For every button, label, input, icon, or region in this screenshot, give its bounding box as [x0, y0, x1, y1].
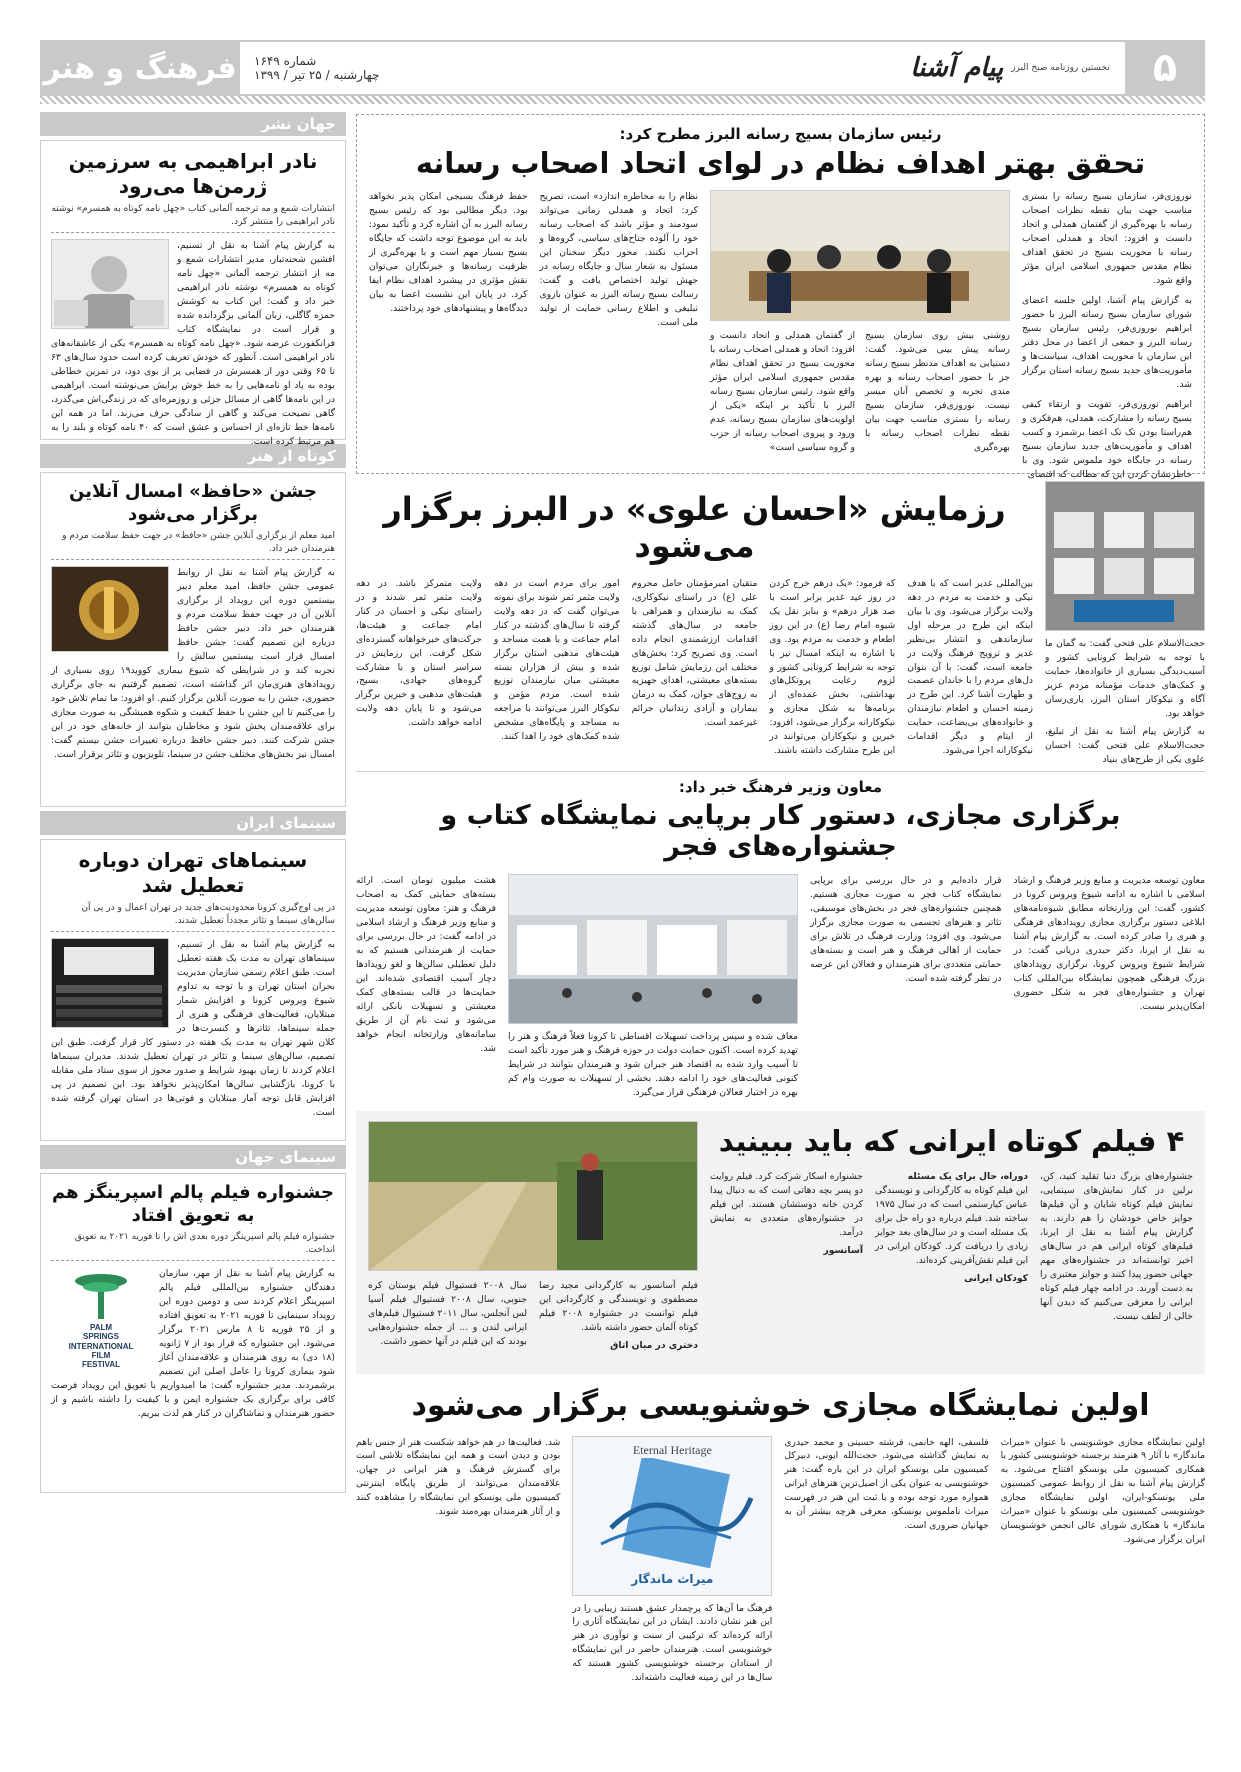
story-column: فرهنگ ما آن‌ها که پرچمدار عشق هستند زیبایی را در این هنر نشان دادند. ایشان در این نمایشگاه آثاری را ارائه کرده‌اند که ترکیبی از سنت و نوآوری در هنر خوشنویسی است. هنرمندان حاضر در این نمایشگاه از استادان برجسته خوشنویسی کشور هستند که سال‌ها در این زمینه فعالیت داشته‌اند.	[572, 1602, 773, 1684]
story-headline: رزمایش «احسان علوی» در البرز برگزار می‌شود	[383, 490, 1006, 565]
sidebar-story-body: به گزارش پیام آشنا به نقل از تسنیم، سینماهای تهران به مدت یک هفته تعطیل است. طبق اعلام رسمی سازمان مدیریت بحران استان تهران و با توجه به تداوم شیوع ویروس کرونا و افزایش شمار مبتلایان، فعالیت‌های فرهنگی و هنری از جمله سینماها، تئاترها و کنسرت‌ها در کلان شهر تهران به مدت یک هفته در دستور کار قرار گرفت. طبق این تصمیم، سالن‌های سینما و تئاتر در تهران تعطیل شدند. مدیران سینماها اعلام کردند تا زمان بهبود شرایط و صدور مجوز از سوی ستاد ملی مقابله با کرونا، بازگشایی سالن‌ها امکان‌پذیر نخواهد بود. این تصمیم در پی افزایش قابل توجه آمار مبتلایان و فوتی‌ها در استان تهران گرفته شده است.	[51, 939, 335, 1118]
photo-caption: حجت‌الاسلام علی فتحی گفت: به گمان ما با توجه به شرایط کرونایی کشور و آسیب‌دیدگی بسیاری از خانواده‌ها، حمایت و کمک‌های خدمات مؤمنانه مردم عزیز آگاه و نیکوکار استان البرز، یاری‌رسان خواهد بود.	[1045, 638, 1205, 719]
story-column: معاون توسعه مدیریت و منابع وزیر فرهنگ و ارشاد اسلامی با اشاره به ادامه شیوع ویروس کرونا در کشور، گفت: این وزارتخانه مطابق شیوه‌نامه‌های ابلاغی دستور برگزاری مجازی رویدادهای فرهنگی و هنری را صادر کرده است. به گزارش پیام آشنا به نقل از ایرنا، دکتر حیدری دریانی گفت: در شرایط شیوع ویروس کرونا، برگزاری رویدادهای بزرگ فرهنگی همچون نمایشگاه بین‌المللی کتاب تهران و جشنواره‌های فجر به شکل حضوری امکان‌پذیر نیست.	[1013, 875, 1205, 1012]
story-column: که فرمود: «یک درهم خرج کردن در روز عید غدیر برابر است با صد هزار درهم» و بنابر نقل یک شیوه امام رضا (ع) در این روز اطعام و خدمت به مردم بود. وی با اشاره به اینکه امسال نیز با توجه به شرایط کرونایی کشور و لزوم رعایت پروتکل‌های بهداشتی، بخش عمده‌ای از برنامه‌ها به شکل مجازی و نیکوکارانه برگزار می‌شود، افزود: خیرین و نیکوکاران می‌توانند در این طرح مشارکت داشته باشند.	[769, 577, 896, 757]
paper-logo	[895, 40, 1125, 96]
sidebar-story-lead: امید معلم از برگزاری آنلاین جشن «حافظ» در جهت حفظ سلامت مردم و هنرمندان خبر داد.	[51, 530, 335, 560]
film-subhead: دختری در میان اتاق	[610, 1339, 698, 1351]
sidebar-story-title: نادر ابراهیمی به سرزمین ژرمن‌ها می‌رود	[68, 149, 318, 198]
story-media-basij	[356, 114, 1205, 481]
story-headline: برگزاری مجازی، دستور کار برپایی نمایشگاه کتاب و جشنواره‌های فجر	[440, 800, 1121, 863]
story-column: نوروزی‌فر، سازمان بسیج رسانه را بستری مناسب جهت بیان نقطه نظرات اصحاب رسانه با بهره‌گیری از گفتمان همدلی و اتحاد دانست و افزود: اتحاد و همدلی اصحاب رسانه با محوریت بسیج در تحقق اهداف نظام مقدس جمهوری اسلامی ایران مؤثر واقع شود. به گزارش پیام آشنا، اولین جلسه اعضای شورای سازمان بسیج رسانه البرز با حضور ابراهیم نوروزی‌فر، رئیس سازمان بسیج رسانه البرز و جمعی از اعضا در محل دفتر این سازمان با محوریت اهداف، سیاست‌ها و مأموریت‌های جدید بسیج رسانه استان برگزار شد. ابراهیم نوروزی‌فر، تقویت و ارتقاء کیفی بسیج رسانه را مشارکت، همدلی، هم‌فکری و هم‌راستا بودن تک تک اعضا برشمرد و کسب اهداف و مأموریت‌های جدید سازمان بسیج رسانه در جایگاه خود ملموس شود. وی با خاطرنشان کردن این که مطالب که اقتضای	[1022, 191, 1192, 481]
paper-name: پیام آشنا	[910, 53, 1004, 83]
story-column: نظام را به مخاطره اندازد» است، تصریح کرد: اتحاد و همدلی زمانی می‌تواند سودمند و مؤثر باشد که اصحاب رسانه خود را آلوده جناح‌های سیاسی، گروه‌ها و احزاب نکنند. محور دیگر سخنان این مسئول به شعار سال و جایگاه رسانه در جهش تولید اختصاص یافت و گفت: رسالت بسیج رسانه البرز به عنوان بازوی تبلیغی و اطلاع رسانی حمایت از تولید ملی است.	[539, 191, 698, 329]
film-subhead: دوراه، حال برای یک مسئله	[907, 1171, 1028, 1183]
story-column: هشت میلیون تومان است. ارائه بسته‌های حمایتی کمک به اصحاب فرهنگ و هنر: معاون توسعه مدیریت و منابع وزیر فرهنگ و ارشاد اسلامی در ادامه گفت: در حال بررسی برای حمایت از هنرمندانی هستیم که به دلیل تعطیلی سالن‌ها و لغو رویدادها دچار آسیب اقتصادی شده‌اند. این حمایت‌ها در قالب بسته‌های کمک معیشتی و تسهیلات بانکی ارائه می‌شود و ثبت نام آن از طریق سامانه‌های وزارتخانه انجام خواهد شد.	[356, 875, 496, 1054]
sidebar-head-art: کوتاه از هنر	[40, 444, 346, 468]
sidebar-story-title: جشن «حافظ» امسال آنلاین برگزار می‌شود	[69, 481, 317, 525]
author-portrait-image	[51, 239, 169, 329]
film-subhead: کودکان ایرانی	[964, 1273, 1028, 1285]
story-column: امور برای مردم است در دهه ولایت مثمر ثمر شوند برای نمونه می‌توان گفت که در دهه ولایت گرفته تا سال‌های گذشته در کنار امام جماعت و با همت مساجد و هیئت‌های مذهبی استان برگزار شده و بیش از هزاران بسته معیشتی میان نیازمندان توزیع شده است. مردم مؤمن و نیکوکار البرز می‌توانند با مراجعه به مساجد و پایگاه‌های مشخص شده کمک‌های خود را اهدا کنند.	[493, 577, 620, 743]
story-book-fair	[356, 771, 1205, 1106]
story-kicker: رئیس سازمان بسیج رسانه البرز مطرح کرد:	[619, 125, 942, 143]
poster-title: Eternal Heritage	[632, 1442, 712, 1457]
story-column: متقیان امیرمؤمنان حامل محروم علی (ع) در راستای نیکوکاری، کمک به نیازمندان و همراهی با جامعه در سال‌های گذشته اقدامات ارزشمندی انجام داده است. وی تصریح کرد: بخش‌های مختلف این رزمایش شامل توزیع بسته‌های معیشتی، اهدای جهیزیه به زوج‌های جوان، کمک به درمان بیماران و آزادی زندانیان جرائم غیرعمد است.	[631, 577, 758, 729]
sidebar-story-ebrahimi	[40, 140, 346, 447]
palm-tree-icon	[71, 1267, 131, 1319]
masthead	[40, 40, 1205, 96]
festival-logo-text: PALM SPRINGS INTERNATIONAL FILM FESTIVAL	[68, 1323, 134, 1369]
issue-number: شماره ۱۶۴۹	[254, 54, 317, 68]
header-divider	[40, 96, 1205, 104]
story-column: ولایت متمرکز باشد. در دهه ولایت مثمر ثمر شدند و در راستای نیکی و احسان در کنار امام جماعت و هیئت‌ها، حرکت‌های خیرخواهانه گسترده‌ای شکل گرفت. این رزمایش در سراسر استان و با مشارکت گروه‌های جهادی، بسیج، هیئت‌های مذهبی و خیرین برگزار می‌شود و تا پایان دهه ولایت ادامه خواهد داشت.	[356, 577, 482, 729]
sidebar-story-hafez	[40, 472, 346, 807]
paper-tagline: نخستین روزنامه صبح البرز	[1011, 63, 1110, 73]
story-column: فیلم آسانسور به کارگردانی مجید رضا مصطفوی و نویسندگی و کارگردانی این فیلم توانست در جشنواره ۲۰۰۸ فیلم کوتاه آلمان حضور داشته باشد.	[539, 1280, 698, 1333]
story-column: روشنی بیش روی سازمان بسیج رسانه پیش بینی می‌شود. گفت: دستیابی به اهداف مدنظر بسیج رسانه جز با حضور اصحاب رسانه و بهره مندی تجربه و تخصص آنان میسر نیست. نوروزی‌فر، سازمان بسیج رسانه را بستری مناسب جهت بیان نقطه نظرات اصحاب رسانه با بهره‌گیری	[865, 330, 1010, 454]
sidebar-story-palm-springs	[40, 1173, 346, 1493]
issue-date: چهارشنبه / ۲۵ تیر / ۱۳۹۹	[254, 68, 380, 82]
sidebar	[40, 108, 346, 1742]
exhibition-poster	[572, 1436, 772, 1596]
hafez-award-image	[51, 566, 169, 652]
story-column: این فیلم کوتاه به کارگردانی و نویسندگی عباس کیارستمی است که در سال ۱۹۷۵ ساخته شد. فیلم درباره دو راه حل برای یک مسئله است و در سال‌های بعد جوایز زیادی را دریافت کرد. کودکان ایرانی در این فیلم نقش‌آفرینی کرده‌اند.	[875, 1185, 1028, 1267]
palm-springs-logo	[51, 1267, 151, 1369]
section-title: فرهنگ و هنر	[40, 40, 240, 96]
sidebar-story-lead: انتشارات شمع و مه ترجمه آلمانی کتاب «چهل نامه کوتاه به همسرم» نوشته نادر ابراهیمی را منتشر کرد.	[51, 203, 335, 233]
story-ehsan-alavi	[356, 481, 1205, 766]
story-column: شد. فعالیت‌ها در هم خواهد شکست هنر از جنس باهم بودن و دیدن است و همه این نمایشگاه تلاشی است برای گسترش فرهنگ و هنر ایرانی در جهان. علاقه‌مندان می‌توانند از طریق پایگاه اینترنتی کمیسیون ملی یونسکو این نمایشگاه را مشاهده کنند و از آثار هنرمندان بهره‌مند شوند.	[356, 1436, 561, 1518]
relief-packages-photo	[1045, 481, 1205, 631]
cinema-hall-image	[51, 938, 169, 1028]
story-column: معاف شده و سپس پرداخت تسهیلات اقساطی تا کرونا فعلاً فرهنگ و هنر را تهدید کرده است. اکنون حمایت دولت در حوزه فرهنگ و هنر مورد تأکید است تا آسیب وارد شده به اقتصاد هنر جبران شود و هنرمندان بتوانند در شرایط کنونی فعالیت‌های خود را ادامه دهند. بخشی از تسهیلات به صورت وام کم بهره در اختیار فعالان فرهنگی قرار می‌گیرد.	[508, 1031, 798, 1099]
sidebar-story-lead: در پی اوج‌گیری کرونا محدودیت‌های جدید در تهران اعمال و در پی آن سالن‌های سینما و تئاتر مجدداً تعطیل شدند.	[51, 902, 335, 932]
meeting-photo	[710, 190, 1010, 321]
sidebar-story-title: سینماهای تهران دوباره تعطیل شد	[78, 848, 308, 897]
story-calligraphy-exhibit	[356, 1383, 1205, 1753]
sidebar-head-world-cinema: سینمای جهان	[40, 1145, 346, 1169]
story-column: جشنواره اسکار شرکت کرد. فیلم روایت دو پسر بچه دهاتی است که به دنبال پیدا کردن خانه دوستشان هستند. این فیلم در جشنواره‌های متعددی به نمایش درآمد.	[710, 1171, 863, 1239]
book-fair-photo	[508, 874, 798, 1024]
story-column: اولین نمایشگاه مجازی خوشنویسی با عنوان «میراث ماندگار» با آثار ۹ هنرمند برجسته خوشنویسی کشور با همکاری کمیسیون ملی یونسکو افتتاح می‌شود. به گزارش پیام آشنا به نقل از روابط عمومی کمیسیون ملی یونسکو-ایران، اولین نمایشگاه مجازی خوشنویسی کمیسیون ملی یونسکو با عنوان «میراث ماندگار» با همکاری شورای عالی انجمن خوشنویسان ایران برگزار می‌شود.	[1000, 1436, 1205, 1546]
sidebar-story-body: به گزارش پیام آشنا به نقل از تسنیم، افشین شحنه‌تبار، مدیر انتشارات شمع و مه از انتشار ترجمه آلمانی «چهل نامه کوتاه به همسرم» نوشته نادر ابراهیمی خبر داد و گفت: این کتاب به کوشش حمزه گاگلی، زبان آلمانی برگردانده شده و قرار است در نمایشگاه کتاب فرانکفورت عرضه شود. «چهل نامه کوتاه به همسرم» یکی از عاشقانه‌های نادر ابراهیمی است. آنطور که خودش تعریف کرده است حدود سال‌های ۶۳ تا ۶۵ وقتی دور از همسرش در فضایی پر از بوی دود، در تمرین خطاطی بوده به یاد او نامه‌هایی را به خط خوش برایش می‌نوشته است. ابراهیمی در این نامه‌ها گاهی از مسائل جزئی و روزمره‌ای که در زندگی‌اش می‌گذرد، گاهی نصیحت می‌کند و گاهی از سادگی حرف می‌زند. اما در همه این نامه‌ها خط تازه‌ای از احساس و عشق است که ۴۰ نامه کوتاه و بلند را به هم مرتبط کرده است.	[51, 240, 336, 447]
sidebar-story-lead: جشنواره فیلم پالم اسپرینگز دوره بعدی اش را تا فوریه ۲۰۲۱ به تعویق انداخت.	[51, 1231, 335, 1261]
sidebar-story-body: به گزارش پیام آشنا به نقل از مهر، سازمان دهندگان جشنواره بین‌المللی فیلم پالم اسپرینگز اعلام کردند سی و دومین دوره این رویداد سینمایی تا فوریه ۲۰۲۱ به تعویق افتاده و از ۲۵ فوریه تا ۸ مارس ۲۰۲۱ برگزار می‌شود. این جشنواره که قرار بود از ۷ ژانویه (۱۸ دی) به روی هنرمندان و علاقه‌مندان آغاز شود بیماری کرونا را عامل اصلی این تصمیم برشمردند. مدیر جشنواره گفت: ما امیدواریم با تعویق این رویداد فرصت کافی برای برگزاری یک جشنواره ایمن و با کیفیت را داشته باشیم و از حضور هنرمندان و تماشاگران در کنار هم لذت ببریم.	[51, 1268, 336, 1420]
sidebar-head-iran-cinema: سینمای ایران	[40, 811, 346, 835]
photo-caption-note: به گزارش پیام آشنا به نقل از تبلیغ، حجت‌الاسلام علی فتحی گفت: احسان علوی یکی از طرح‌های بنیاد	[1045, 725, 1205, 765]
film-subhead: آسانسور	[823, 1245, 863, 1257]
calligraphy-artwork-icon	[572, 1458, 771, 1568]
story-short-films	[356, 1111, 1205, 1374]
issue-info	[240, 40, 895, 96]
sidebar-head-publishing: جهان نشر	[40, 112, 346, 136]
story-column: از گفتمان همدلی و اتحاد دانست و افزود: اتحاد و همدلی اصحاب رسانه با محوریت بسیج در تحقق اهداف نظام مقدس جمهوری اسلامی ایران مؤثر واقع شود. رئیس سازمان بسیج رسانه البرز با تأکید بر اینکه «یکی از اولویت‌های سازمان بسیج رسانه، عدم ورود و پیروی اصحاب رسانه از حزب و گروه سیاسی است»	[710, 330, 855, 454]
story-column: فلسفی، الهه خانمی، فرشته حسینی و محمد حیدری به نمایش گذاشته می‌شود. حجت‌الله ایوبی، دبیرکل کمیسیون ملی یونسکو ایران در این باره گفت: هنر خوشنویسی به عنوان یکی از اصیل‌ترین هنرهای ایرانی همواره مورد توجه بوده و با ثبت این هنر در فهرست میراث ناملموس یونسکو، معرفی هرچه بیشتر آن به جهانیان ضروری است.	[784, 1436, 989, 1532]
poster-persian-title: میراث ماندگار	[631, 1571, 714, 1586]
story-column: قرار داده‌ایم و در حال بررسی برای برپایی نمایشگاه کتاب فجر به صورت مجازی هستیم. همچنین جشنواره‌های فجر در بخش‌های موسیقی، تئاتر و هنرهای تجسمی به صورت مجازی برگزار می‌شود. وی افزود: وزارت فرهنگ در تلاش برای حمایت از اهالی فرهنگ و هنر است و بسته‌های حمایتی متعددی برای هنرمندان و فعالان این عرصه در نظر گرفته شده است.	[810, 875, 1002, 984]
story-column: سال ۲۰۰۸ فستیوال فیلم یوستان کره جنوبی، سال ۲۰۰۸ فستیوال فیلم آسیا لس آنجلس، سال ۲۰۱۱ فستیوال فیلم‌های ایرانی لندن و ... از جمله جشنواره‌هایی بودند که این فیلم در آنها حضور داشت.	[368, 1280, 528, 1347]
sidebar-story-title: جشنواره فیلم پالم اسپرینگز هم به تعویق افتاد	[52, 1182, 334, 1226]
page-number: ۵	[1125, 40, 1205, 96]
sidebar-story-body: به گزارش پیام آشنا به نقل از روابط عمومی جشن حافظ، امید معلم دبیر بیستمین دوره این رویداد از برگزاری آنلاین آن در جهت حفظ سلامت مردم و هنرمندان خبر داد. دبیر جشن حافظ درباره این تصمیم گفت: جشن حافظ امسال قرار است بیستمین سالش را تجربه کند و در شرایطی که شیوع بیماری کووید۱۹ روی بسیاری از رویدادهای هنری‌مان اثر گذاشته است، تصمیم گرفتیم به جای برگزاری حضوری، جشن را به صورت آنلاین برگزار کنیم. او افزود: ما تمام تلاش خود را می‌کنیم تا این جشن با حفظ کیفیت و شکوه همیشگی به صورت مجازی برای علاقه‌مندان پخش شود و مخاطبان بتوانند از خانه‌های خود در این جشن شرکت کنند. دبیر جشن حافظ درباره تغییرات جشن بیستم گفت: امسال نیز بخش‌های مختلف جشن در سینما، تلویزیون و تئاتر برقرار است.	[51, 567, 335, 760]
story-kicker: معاون وزیر فرهنگ خبر داد:	[678, 778, 883, 796]
story-headline: تحقق بهتر اهداف نظام در لوای اتحاد اصحاب رسانه	[415, 146, 1146, 180]
story-column: حفظ فرهنگ بسیجی امکان پذیر نخواهد بود. دیگر مطالبی بود که رئیس بسیج رسانه البرز به آن اشاره کرد و تأکید نمود: باید به این موضوع توجه داشت که جایگاه بسیج بسیار مهم است و با بهره‌گیری از ظرفیت رسانه‌ها و خبرنگاران می‌توان نقش مؤثری در پیشبرد اهداف نظام ایفا کرد. در پایان این نشست اعضا به بیان دیدگاه‌ها و پیشنهادهای خود پرداختند.	[369, 191, 528, 315]
story-column: جشنواره‌های بزرگ دنیا تقلید کنید، کن، برلین در کنار نمایش‌های سینمایی، نمایش فیلم کوتاه شایان و آن فیلم‌ها جوایز خاص خودشان را هم دارند. به گزارش پیام آشنا به نقل از ایرنا، فیلم‌های کوتاه ایرانی هم در سال‌های اخیر توانسته‌اند در جشنواره‌های مهم جهانی حضور پیدا کنند و جوایز معتبری را به دست آورند. در ادامه چهار فیلم کوتاه ایرانی را معرفی می‌کنیم که دیدن آنها خالی از لطف نیست.	[1040, 1171, 1193, 1323]
story-column: بین‌المللی غدیر است که با هدف نیکی و خدمت به مردم در دهه ولایت برگزار می‌شود. وی با بیان اینکه این طرح در مرحله اول سازماندهی و انتشار بی‌نظیر غدیر و ترویج فرهنگ ولایت در جامعه است، گفت: با آن بتوان دل‌های مردم را با خاندان عصمت و طهارت آشنا کرد. این طرح در زمینه احسان و اطعام نیازمندان و خانواده‌های بی‌بضاعت، حمایت از ایتام و دیگر اقدامات نیکوکارانه اجرا می‌شود.	[907, 577, 1033, 757]
sidebar-story-cinemas	[40, 839, 346, 1141]
story-headline: اولین نمایشگاه مجازی خوشنویسی برگزار می‌شود	[411, 1388, 1150, 1423]
film-still-photo	[368, 1121, 698, 1271]
story-headline: ۴ فیلم کوتاه ایرانی که باید ببینید	[718, 1124, 1185, 1158]
